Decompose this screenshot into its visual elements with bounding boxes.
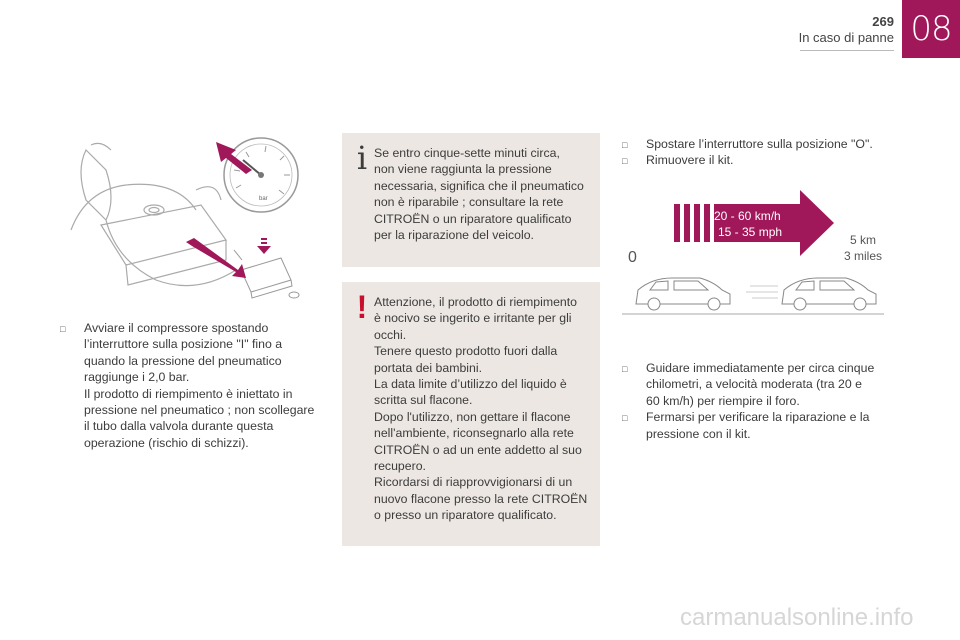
- start-label: 0: [628, 249, 637, 266]
- warning-box-text: Attenzione, il prodotto di riempimento è nocivo se ingerito e irritante per gli occhi. Tenere questo prodotto fuori dalla portata dei bambini. La data limite d’utilizzo del liquido è scritta sul flacone. Dopo l'utilizzo, non gettare il flacone nell'ambiente, riconsegnarlo alla rete CITROËN o ad un ente addetto al suo recupero. Ricordarsi di riapprovvigionarsi di un nuovo flacone presso la rete CITROËN o presso un riparatore qualificato.: [374, 295, 588, 523]
- compressor-instruction: [60, 320, 330, 451]
- right-bullets-top: [622, 136, 912, 169]
- chapter-title: In caso di panne: [798, 30, 894, 45]
- checkbox-bullet-icon: □: [60, 324, 66, 334]
- list-item: [622, 136, 912, 152]
- gauge-unit-label: bar: [259, 196, 268, 202]
- warning-box: [342, 282, 600, 546]
- warning-icon: !: [356, 289, 368, 325]
- bullet-text: Rimuovere il kit.: [646, 153, 734, 168]
- speed-mph-label: 15 - 35 mph: [718, 225, 783, 239]
- watermark: carmanualsonline.info: [680, 604, 914, 631]
- speed-kmh-label: 20 - 60 km/h: [714, 209, 781, 223]
- list-item: [622, 409, 912, 442]
- info-box-text: Se entro cinque-sette minuti circa, non viene raggiunta la pressione necessaria, significa che il pneumatico non è riparabile ; consultare la rete CITROËN o un riparatore qualificato per la riparazione del veicolo.: [374, 146, 584, 243]
- drive-diagram: [622, 186, 912, 316]
- chapter-number-badge: 08: [902, 0, 960, 58]
- distance-km-label: 5 km: [850, 233, 877, 247]
- bullet-text: Spostare l’interruttore sulla posizione "O".: [646, 137, 873, 151]
- bullet-text: Guidare immediatamente per circa cinque chilometri, a velocità moderata (tra 20 e 60 km/h) per riempire il foro.: [646, 361, 875, 408]
- checkbox-bullet-icon: □: [622, 156, 628, 167]
- distance-miles-label: 3 miles: [844, 249, 883, 263]
- checkbox-bullet-icon: □: [622, 413, 628, 424]
- header-divider: [800, 50, 894, 51]
- list-item: [622, 152, 912, 168]
- compressor-illustration: [66, 130, 316, 310]
- info-icon: i: [356, 139, 368, 177]
- page-number: 269: [872, 14, 894, 29]
- info-box: [342, 133, 600, 267]
- right-bullets-bottom: [622, 360, 912, 442]
- bullet-text: Fermarsi per verificare la riparazione e la pressione con il kit.: [646, 410, 870, 441]
- compressor-instruction-text: Avviare il compressore spostando l’interruttore sulla posizione "I" fino a quando la pressione del pneumatico raggiunge i 2,0 bar. Il prodotto di riempimento è iniettato in pressione nel pneumatico ; non scollegare il tubo dalla valvola durante questa operazione (rischio di schizzi).: [84, 321, 315, 450]
- list-item: [622, 360, 912, 409]
- checkbox-bullet-icon: □: [622, 364, 628, 374]
- checkbox-bullet-icon: □: [622, 140, 628, 150]
